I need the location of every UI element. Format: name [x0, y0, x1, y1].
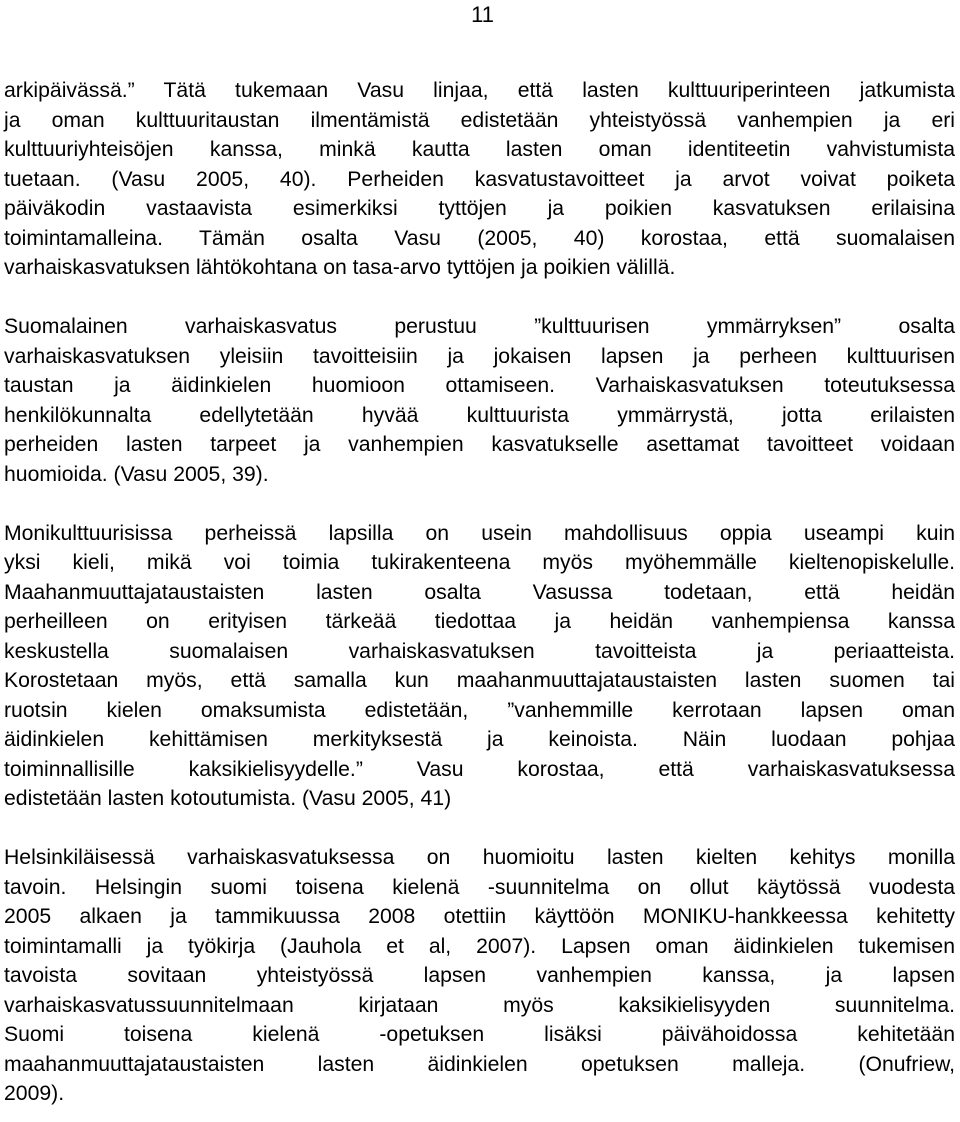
text-line: Suomi toisena kielenä -opetuksen lisäksi päivähoidossa kehitetään: [4, 1023, 955, 1046]
page-number: 11: [471, 2, 494, 27]
text-line: Korostetaan myös, että samalla kun maahanmuuttajataustaisten lasten suomen tai: [4, 669, 955, 692]
text-line: Maahanmuuttajataustaisten lasten osalta Vasussa todetaan, että heidän: [4, 580, 955, 604]
text-line: varhaiskasvatussuunnitelmaan kirjataan myös kaksikielisyyden suunnitelma.: [4, 993, 955, 1017]
text-line: 2009).: [4, 1082, 65, 1105]
text-line: Monikulttuurisissa perheissä lapsilla on usein mahdollisuus oppia useampi kuin: [4, 521, 955, 545]
text-line: äidinkielen kehittämisen merkityksestä ja keinoista. Näin luodaan pohjaa: [4, 728, 955, 751]
text-line: toimintamalli ja työkirja (Jauhola et al, 2007). Lapsen oman äidinkielen tukemisen: [4, 934, 955, 958]
text-line: edistetään lasten kotoutumista. (Vasu 2005, 41): [4, 787, 452, 810]
paragraph-4: [4, 843, 955, 1109]
paragraph-3: [4, 519, 955, 814]
paragraph-1: [4, 76, 955, 283]
text-line: kulttuuriyhteisöjen kanssa, minkä kautta lasten oman identiteetin vahvistumista: [4, 138, 955, 161]
text-line: henkilökunnalta edellytetään hyvää kulttuurista ymmärrystä, jotta erilaisten: [4, 403, 955, 427]
paragraph-2: [4, 312, 955, 489]
text-line: varhaiskasvatuksen lähtökohtana on tasa-arvo tyttöjen ja poikien välillä.: [4, 256, 676, 279]
paragraph-gap: [4, 489, 955, 519]
text-line: keskustella suomalaisen varhaiskasvatuksen tavoitteista ja periaatteista.: [4, 639, 955, 663]
document-body: [4, 76, 955, 1109]
text-line: toimintamalleina. Tämän osalta Vasu (2005, 40) korostaa, että suomalaisen: [4, 226, 955, 250]
text-line: Suomalainen varhaiskasvatus perustuu ”kulttuurisen ymmärryksen” osalta: [4, 315, 955, 338]
text-line: yksi kieli, mikä voi toimia tukirakenteena myös myöhemmälle kieltenopiskelulle.: [4, 551, 955, 574]
text-line: tavoista sovitaan yhteistyössä lapsen vanhempien kanssa, ja lapsen: [4, 964, 955, 987]
text-line: taustan ja äidinkielen huomioon ottamiseen. Varhaiskasvatuksen toteutuksessa: [4, 374, 955, 397]
text-line: perheiden lasten tarpeet ja vanhempien kasvatukselle asettamat tavoitteet voidaan: [4, 433, 955, 456]
paragraph-gap: [4, 283, 955, 313]
text-line: tavoin. Helsingin suomi toisena kielenä -suunnitelma on ollut käytössä vuodesta: [4, 875, 955, 899]
text-line: huomioida. (Vasu 2005, 39).: [4, 462, 269, 486]
text-line: päiväkodin vastaavista esimerkiksi tyttöjen ja poikien kasvatuksen erilaisina: [4, 197, 955, 220]
text-line: perheilleen on erityisen tärkeää tiedottaa ja heidän vanhempiensa kanssa: [4, 610, 955, 633]
text-line: 2005 alkaen ja tammikuussa 2008 otettiin käyttöön MONIKU-hankkeessa kehitetty: [4, 905, 955, 928]
paragraph-gap: [4, 814, 955, 844]
text-line: Helsinkiläisessä varhaiskasvatuksessa on huomioitu lasten kielten kehitys monilla: [4, 846, 955, 869]
text-line: arkipäivässä.” Tätä tukemaan Vasu linjaa, että lasten kulttuuriperinteen jatkumista: [4, 79, 955, 102]
text-line: toiminnallisille kaksikielisyydelle.” Vasu korostaa, että varhaiskasvatuksessa: [4, 757, 955, 781]
text-line: ja oman kulttuuritaustan ilmentämistä edistetään yhteistyössä vanhempien ja eri: [4, 108, 955, 132]
text-line: ruotsin kielen omaksumista edistetään, ”vanhemmille kerrotaan lapsen oman: [4, 698, 955, 722]
text-line: tuetaan. (Vasu 2005, 40). Perheiden kasvatustavoitteet ja arvot voivat poiketa: [4, 167, 955, 191]
text-line: varhaiskasvatuksen yleisiin tavoitteisiin ja jokaisen lapsen ja perheen kulttuurisen: [4, 344, 955, 368]
text-line: maahanmuuttajataustaisten lasten äidinkielen opetuksen malleja. (Onufriew,: [4, 1052, 955, 1076]
